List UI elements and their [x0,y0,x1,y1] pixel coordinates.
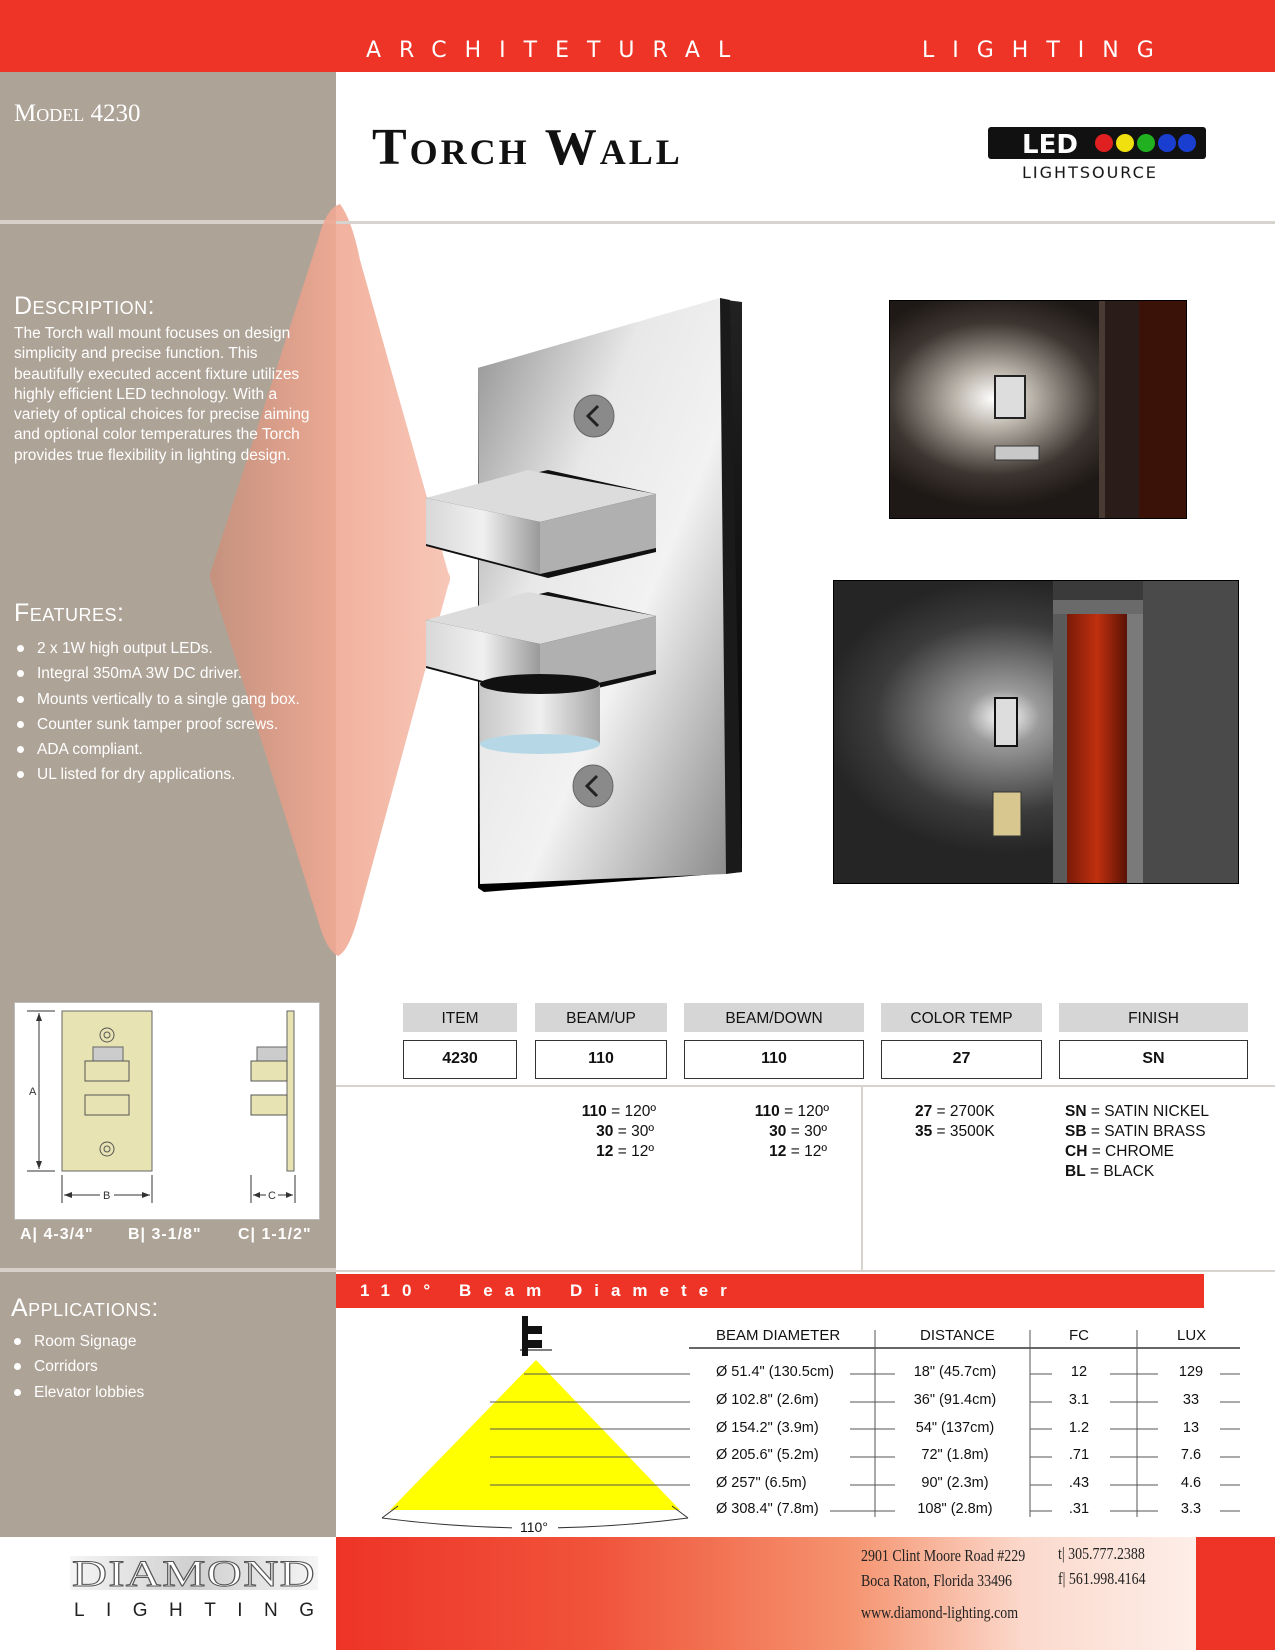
beam-cell-diameter: Ø 154.2" (3.9m) [716,1420,819,1436]
option-line: SN = SATIN NICKEL [1065,1103,1210,1120]
footer-address-line1: 2901 Clint Moore Road #229 [861,1546,1026,1565]
table-divider [336,1085,1275,1087]
sidebar-divider [0,1268,336,1272]
banner-text-architetural: ARCHITETURAL [366,38,749,63]
option-line: CH = CHROME [1065,1143,1174,1160]
beam-header-distance: DISTANCE [920,1327,995,1344]
feature-item: ADA compliant. [14,737,300,762]
beam-cell-diameter: Ø 102.8" (2.6m) [716,1392,819,1408]
spec-header-color-temp: COLOR TEMP [881,1003,1042,1032]
option-line: 27 = 2700K [915,1103,995,1120]
beam-angle-label: 110° [520,1519,548,1535]
feature-item: UL listed for dry applications. [14,762,300,787]
description-heading: Description: [14,292,156,320]
option-line: SB = SATIN BRASS [1065,1123,1206,1140]
logo-text-diamond: DIAMOND [72,1554,316,1595]
beam-header-diameter: BEAM DIAMETER [716,1327,841,1344]
beam-up-options [536,1102,656,1162]
installation-photo-2 [833,580,1239,884]
application-item: Elevator lobbies [11,1380,144,1405]
option-line: 110 = 120º [754,1103,829,1120]
beam-header-lux: LUX [1177,1327,1207,1344]
section-divider [336,1270,1275,1272]
beam-cell-diameter: Ø 257" (6.5m) [716,1475,807,1491]
feature-item: 2 x 1W high output LEDs. [14,636,300,661]
beam-cell-distance: 36" (91.4cm) [913,1392,997,1408]
spec-header-beam-up: BEAM/UP [535,1003,667,1032]
beam-cell-fc: .43 [1068,1475,1090,1491]
application-item: Room Signage [11,1329,144,1354]
option-line: 12 = 12º [769,1143,827,1160]
description-text: The Torch wall mount focuses on design simplicity and precise function. This beautifully executed accent fixture utilizes highly efficient LED technology. With a variety of optical choices for precise aiming and optional color temperatures the Torch provides true flexibility in lighting design. [14,325,310,464]
beam-cell-distance: 90" (2.3m) [921,1475,989,1491]
dimension-b: B| 3-1/8" [128,1226,202,1243]
spec-value-color-temp: 27 [881,1040,1042,1079]
beam-cell-lux: 13 [1182,1420,1200,1436]
model-number: Model 4230 [14,100,141,127]
header-divider [336,221,1275,224]
footer-phone: t| 305.777.2388 [1058,1544,1145,1563]
application-item: Corridors [11,1354,144,1379]
footer-fax: f| 561.998.4164 [1058,1569,1146,1588]
beam-cell-fc: .71 [1068,1447,1090,1463]
footer-website[interactable]: www.diamond-lighting.com [861,1603,1019,1622]
option-line: 30 = 30º [596,1123,654,1140]
diamond-lighting-logo [70,1552,325,1620]
beam-cell-fc: 12 [1070,1364,1088,1380]
finish-options [1065,1102,1209,1182]
product-title: Torch Wall [372,119,683,176]
rgb-led-dots-icon [1095,134,1196,152]
option-line: BL = BLACK [1065,1163,1155,1180]
option-line: 30 = 30º [769,1123,827,1140]
spec-value-item: 4230 [403,1040,517,1079]
features-heading: Features: [14,599,125,627]
fixture-render [420,292,760,892]
top-banner [0,0,1275,72]
beam-diameter-title: 110° Beam Diameter [360,1281,739,1300]
logo-text-lighting: LIGHTING [74,1600,314,1620]
beam-cell-lux: 4.6 [1180,1475,1202,1491]
spec-value-finish: SN [1059,1040,1248,1079]
beam-header-fc: FC [1069,1327,1089,1344]
beam-cell-distance: 108" (2.8m) [917,1501,993,1517]
spec-value-beam-down: 110 [684,1040,864,1079]
led-logo-subtext: LIGHTSOURCE [1022,163,1158,182]
dim-label-c: C [268,1190,276,1202]
option-line: 35 = 3500K [915,1123,995,1140]
beam-cell-lux: 7.6 [1180,1447,1202,1463]
dimension-a: A| 4-3/4" [20,1226,94,1243]
spec-value-beam-up: 110 [535,1040,667,1079]
beam-cell-lux: 33 [1182,1392,1200,1408]
feature-item: Integral 350mA 3W DC driver. [14,661,300,686]
beam-cell-fc: 3.1 [1068,1392,1090,1408]
beam-cell-diameter: Ø 205.6" (5.2m) [716,1447,819,1463]
banner-text-lighting: LIGHTING [922,38,1172,63]
option-line: 12 = 12º [596,1143,654,1160]
beam-cell-fc: 1.2 [1068,1420,1090,1436]
footer-address-line2: Boca Raton, Florida 33496 [861,1571,1013,1590]
beam-cell-lux: 129 [1178,1364,1204,1380]
beam-cell-fc: .31 [1068,1501,1090,1517]
beam-cell-diameter: Ø 308.4" (7.8m) [716,1501,819,1517]
feature-item: Counter sunk tamper proof screws. [14,712,300,737]
dimension-drawing [15,1003,319,1219]
beam-down-options [709,1102,829,1162]
features-list [14,636,300,788]
dim-label-a: A [29,1086,37,1098]
applications-list [11,1329,144,1405]
installation-photo-1 [889,300,1187,519]
beam-cell-distance: 18" (45.7cm) [913,1364,997,1380]
spec-header-beam-down: BEAM/DOWN [684,1003,864,1032]
led-logo-text: LED [1022,130,1078,160]
feature-item: Mounts vertically to a single gang box. [14,687,300,712]
beam-cell-distance: 72" (1.8m) [921,1447,989,1463]
color-temp-options [915,1102,995,1142]
table-vertical-divider [861,1087,863,1270]
dimension-drawing-box [14,1002,320,1220]
led-lightsource-logo [988,127,1206,183]
footer-red-end [1196,1537,1275,1650]
beam-cell-lux: 3.3 [1180,1501,1202,1517]
beam-cell-distance: 54" (137cm) [915,1420,995,1436]
spec-header-item: ITEM [403,1003,517,1032]
beam-cell-diameter: Ø 51.4" (130.5cm) [716,1364,834,1380]
dimension-c: C| 1-1/2" [238,1226,312,1243]
applications-heading: Applications: [11,1294,159,1322]
option-line: 110 = 120º [581,1103,656,1120]
dim-label-b: B [103,1190,111,1202]
spec-header-finish: FINISH [1059,1003,1248,1032]
